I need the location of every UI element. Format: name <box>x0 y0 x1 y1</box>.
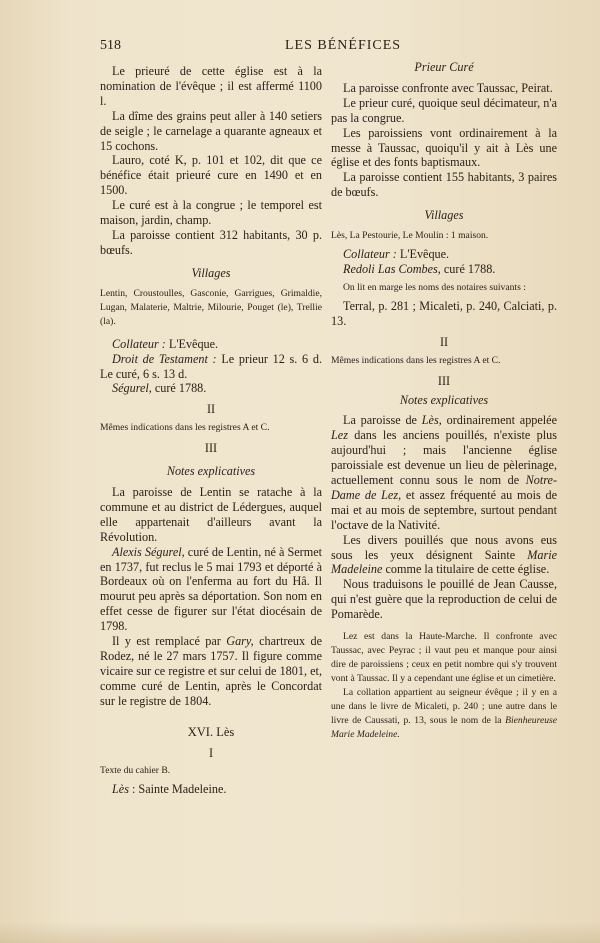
paragraph <box>331 533 557 578</box>
paragraph: Le prieur curé, quoique seul décimateur, n'a pas la congrue. <box>331 95 557 125</box>
section-title: XVI. Lès <box>187 724 235 739</box>
place-name: Notre-Dame de Lez, <box>331 473 558 502</box>
curate-value: curé 1788. <box>443 261 496 276</box>
les-value: : Sainte Madeleine. <box>131 782 227 797</box>
collateur-line <box>331 247 557 262</box>
footnote-paragraph <box>331 686 557 742</box>
collateur-value: L'Evêque. <box>168 336 219 351</box>
paragraph: Lauro, coté K, p. 101 et 102, dit que ce bénéfice était prieuré cure en 1490 et en 1500. <box>100 153 322 198</box>
paragraph: La dîme des grains peut aller à 140 setiers de seigle ; le carnelage a quarante agneaux et 15 cochons. <box>100 108 322 153</box>
page-header <box>100 38 572 58</box>
paragraph-text: chartreux de Rodez, né le 27 mars 1757. Il figure comme vicaire sur ce registre et sur celui de 1801, et, comme curé de Lentin, après le Concordat sur le registre de 1804. <box>100 634 323 708</box>
paragraph: Les paroissiens vont ordinairement à la messe à Taussac, quoiqu'il y ait à Lès une église et des fonts baptismaux. <box>331 125 557 170</box>
les-line <box>100 782 322 797</box>
paragraph-text: Il y est remplacé par <box>112 634 221 649</box>
footnote-paragraph: Lez est dans la Haute-Marche. Il confronte avec Taussac, avec Peyrac ; il vaut peu et manque pour ainsi dire de paroissiens ; ceux en petit nombre qui s'y trouvent vont à Taussac. Il y a cependant une église et un cimetière. <box>331 631 557 685</box>
prieur-cure-heading: Prieur Curé <box>414 60 474 74</box>
villages-list: Lentin, Croustoulles, Gasconie, Garrigues, Grimaldie, Lugan, Malaterie, Maltrie, Milourie, Pouget (le), Trellie (la). <box>100 287 322 327</box>
paragraph <box>331 413 557 532</box>
running-head: LES BÉNÉFICES <box>285 38 402 53</box>
memes-indications: Mêmes indications dans les registres A et C. <box>100 422 270 434</box>
notes-heading: Notes explicatives <box>399 392 489 407</box>
section-numeral: II <box>439 334 449 349</box>
droit-line <box>100 352 322 382</box>
paragraph-text: comme la titulaire de cette église. <box>385 562 550 577</box>
paragraph-text: La paroisse de <box>343 413 417 428</box>
notes-heading: Notes explicatives <box>166 464 256 479</box>
villages-heading: Villages <box>191 265 231 280</box>
paragraph: Le prieuré de cette église est à la nomination de l'évêque ; il est affermé 1100 l. <box>100 64 322 108</box>
paragraph-text: La collation appartient au seigneur évêque ; il y en a une dans le livre de Micaleti, p. 240 ; une autre dans le livre de Caussati, p. 13, sous le nom de la <box>331 687 557 727</box>
paragraph: Nous traduisons le pouillé de Jean Causse, qui n'est guère que la reproduction de celui de Pomarède. <box>331 577 557 622</box>
paragraph: La paroisse contient 312 habitants, 30 p. bœufs. <box>100 227 322 257</box>
place-name: Lez <box>331 428 348 443</box>
person-name: Gary, <box>226 634 254 649</box>
notaires-list: Terral, p. 281 ; Micaleti, p. 240, Calciati, p. 13. <box>331 298 557 328</box>
paragraph <box>100 545 322 634</box>
paragraph: La paroisse de Lentin se ratache à la commune et au district de Lédergues, auquel elle appartenait d'ailleurs avant la Révolution. <box>100 485 322 544</box>
paragraph: La paroisse contient 155 habitants, 3 paires de bœufs. <box>331 170 557 200</box>
footnote-block <box>331 630 557 742</box>
curate-line <box>331 262 557 277</box>
collateur-label: Collateur : <box>343 247 397 262</box>
les-label: Lès <box>112 782 129 797</box>
collateur-value: L'Evêque. <box>399 247 450 262</box>
cure-line <box>100 381 322 396</box>
place-name: Lès, <box>421 413 442 428</box>
paragraph: Le curé est à la congrue ; le temporel est maison, jardin, champ. <box>100 198 322 228</box>
paragraph: La paroisse confronte avec Taussac, Peirat. <box>343 80 553 95</box>
right-column <box>331 60 558 742</box>
saint-name: Bienheureuse Marie Madeleine. <box>331 715 557 741</box>
paragraph-text: et assez fréquenté au mois de mai et au mois de septembre, surtout pendant l'octave de la Nativité. <box>331 487 558 532</box>
collateur-label: Collateur : <box>112 336 166 351</box>
page-number: 518 <box>100 38 121 53</box>
villages-heading: Villages <box>424 208 464 223</box>
section-numeral: I <box>208 745 214 760</box>
collateur-line <box>100 337 322 352</box>
paragraph-text: ordinairement appelée <box>446 413 557 428</box>
marge-note: On lit en marge les noms des notaires suivants : <box>343 281 526 293</box>
droit-value: Le prieur 12 s. 6 d. Le curé, 6 s. 13 d. <box>100 351 322 381</box>
section-numeral: III <box>437 373 451 388</box>
section-numeral: II <box>206 402 216 417</box>
curate-name: Redoli Las Combes, <box>343 261 441 276</box>
left-column <box>100 64 322 797</box>
cure-value: curé 1788. <box>154 381 207 396</box>
person-name: Alexis Ségurel, <box>112 544 185 559</box>
droit-label: Droit de Testament : <box>112 351 217 366</box>
paragraph-text: dans les anciens pouillés, n'existe plus aujourd'hui ; mais l'ancienne église paroissiale est devenue un lieu de pèlerinage, actuellement connu sous le nom de <box>331 428 557 488</box>
paragraph-text: Les divers pouillés que nous avons eus sous les yeux désignent Sainte <box>331 532 557 562</box>
saint-name: Marie Madeleine <box>331 547 558 577</box>
memes-indications: Mêmes indications dans les registres A et C. <box>331 354 501 366</box>
paragraph <box>100 634 322 709</box>
villages-list: Lès, La Pestourie, Le Moulin : 1 maison. <box>331 230 489 242</box>
section-numeral: III <box>204 441 218 456</box>
cure-name: Ségurel, <box>112 381 152 396</box>
texte-cahier: Texte du cahier B. <box>100 765 171 777</box>
paragraph-text: curé de Lentin, né à Sermet en 1737, fut reclus le 5 mai 1793 et déporté à Bordeaux où on l'enferma au fort du Hâ. Il mourut peu après sa déportation. Son nom en effet cesse de figurer sur l'état diocésain de 1798. <box>100 544 323 634</box>
